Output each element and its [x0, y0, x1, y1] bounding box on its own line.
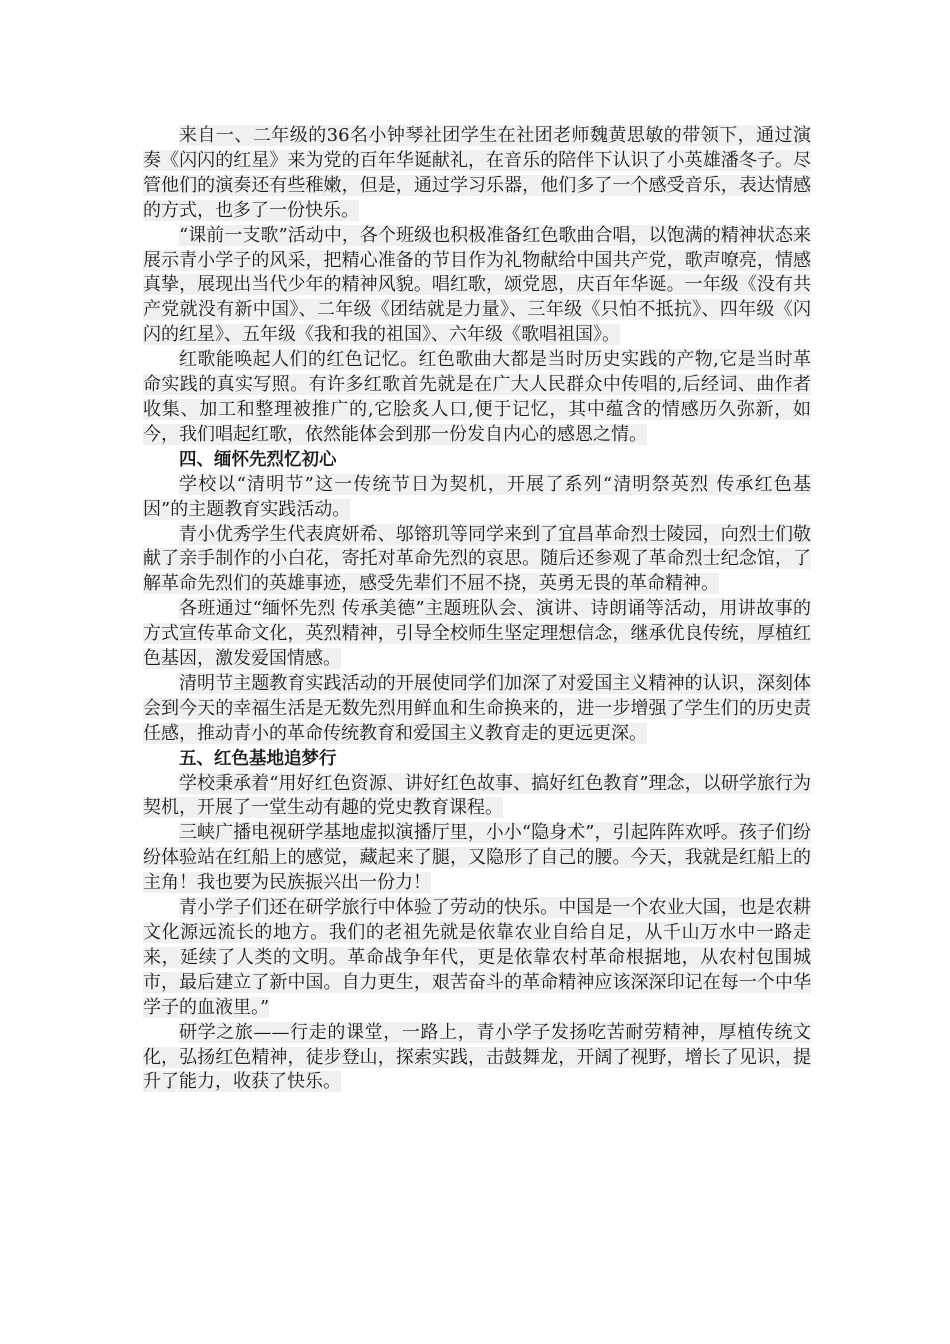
paragraph-class-meetings	[143, 597, 811, 672]
paragraph-text: 红歌能唤起人们的红色记忆。红色歌曲大都是当时历史实践的产物,它是当时革命实践的真实写照。有许多红歌首先就是在广大人民群众中传唱的,后经词、曲作者收集、加工和整理被推广的,它脍炙人口,便于记忆，其中蕴含的情感历久弥新，如今，我们唱起红歌，依然能体会到那一份发自内心的感恩之情。	[143, 349, 811, 445]
section-heading-red-base: 五、红色基地追梦行	[179, 748, 337, 769]
paragraph-tour-summary	[143, 1021, 811, 1096]
paragraph-text: 各班通过“缅怀先烈 传承美德”主题班队会、演讲、诗朗诵等活动，用讲故事的方式宣传革命文化，英烈精神，引导全校师生坚定理想信念，继承优良传统，厚植红色基因，激发爱国情感。	[143, 598, 811, 670]
paragraph-song-activity	[143, 224, 811, 349]
paragraph-qingming	[143, 473, 811, 523]
paragraph-text: 研学之旅——行走的课堂，一路上，青小学子发扬吃苦耐劳精神，厚植传统文化，弘扬红色精神，徒步登山，探索实践，击鼓舞龙，开阔了视野，增长了见识，提升了能力，收获了快乐。	[143, 1021, 811, 1093]
paragraph-text: 来自一、二年级的36名小钟琴社团学生在社团老师魏黄思敏的带领下，通过演奏《闪闪的红星》来为党的百年华诞献礼，在音乐的陪伴下认识了小英雄潘冬子。尽管他们的演奏还有些稚嫩，但是，通过学习乐器，他们多了一个感受音乐，表达情感的方式，也多了一份快乐。	[143, 125, 811, 221]
paragraph-study-tour	[143, 772, 811, 822]
paragraph-red-songs	[143, 348, 811, 448]
paragraph-text: 学校以“清明节”这一传统节日为契机，开展了系列“清明祭英烈 传承红色基因”的主题教育实践活动。	[143, 473, 811, 520]
paragraph-text: 清明节主题教育实践活动的开展使同学们加深了对爱国主义精神的认识，深刻体会到今天的幸福生活是无数先烈用鲜血和生命换来的，进一步增强了学生们的历史责任感，推动青小的革命传统教育和爱国主义教育走的更远更深。	[143, 672, 811, 744]
paragraph-text: 三峡广播电视研学基地虚拟演播厅里，小小“隐身术”，引起阵阵欢呼。孩子们纷纷体验站在红船上的感觉，藏起来了腿，又隐形了自己的腰。今天，我就是红船上的主角！我也要为民族振兴出一份力！	[143, 822, 811, 894]
document-page	[143, 124, 811, 1095]
paragraph-cemetery-visit	[143, 523, 811, 598]
paragraph-studio	[143, 821, 811, 896]
section-heading-martyrs: 四、缅怀先烈忆初心	[179, 449, 337, 470]
paragraph-text: 学校秉承着“用好红色资源、讲好红色故事、搞好红色教育”理念，以研学旅行为契机，开展了一堂生动有趣的党史教育课程。	[143, 772, 811, 819]
paragraph-bell-club	[143, 124, 811, 224]
paragraph-text: 青小优秀学生代表庹妍希、邬镕玑等同学来到了宜昌革命烈士陵园，向烈士们敬献了亲手制作的小白花，寄托对革命先烈的哀思。随后还参观了革命烈士纪念馆，了解革命先烈们的英雄事迹，感受先辈们不屈不挠，英勇无畏的革命精神。	[143, 523, 811, 595]
paragraph-labor	[143, 896, 811, 1021]
paragraph-text: “课前一支歌”活动中，各个班级也积极准备红色歌曲合唱，以饱满的精神状态来展示青小学子的风采，把精心准备的节目作为礼物献给中国共产党，歌声嘹亮，情感真挚，展现出当代少年的精神风貌。唱红歌，颂党恩，庆百年华诞。一年级《没有共产党就没有新中国》、二年级《团结就是力量》、三年级《只怕不抵抗》、四年级《闪闪的红星》、五年级《我和我的祖国》、六年级《歌唱祖国》。	[143, 224, 811, 346]
paragraph-qingming-summary	[143, 672, 811, 747]
paragraph-text: 青小学子们还在研学旅行中体验了劳动的快乐。中国是一个农业大国，也是农耕文化源远流长的地方。我们的老祖先就是依靠农业自给自足，从千山万水中一路走来，延续了人类的文明。革命战争年代，更是依靠农村革命根据地，从农村包围城市，最后建立了新中国。自力更生，艰苦奋斗的革命精神应该深深印记在每一个中华学子的血液里。”	[143, 897, 811, 1018]
